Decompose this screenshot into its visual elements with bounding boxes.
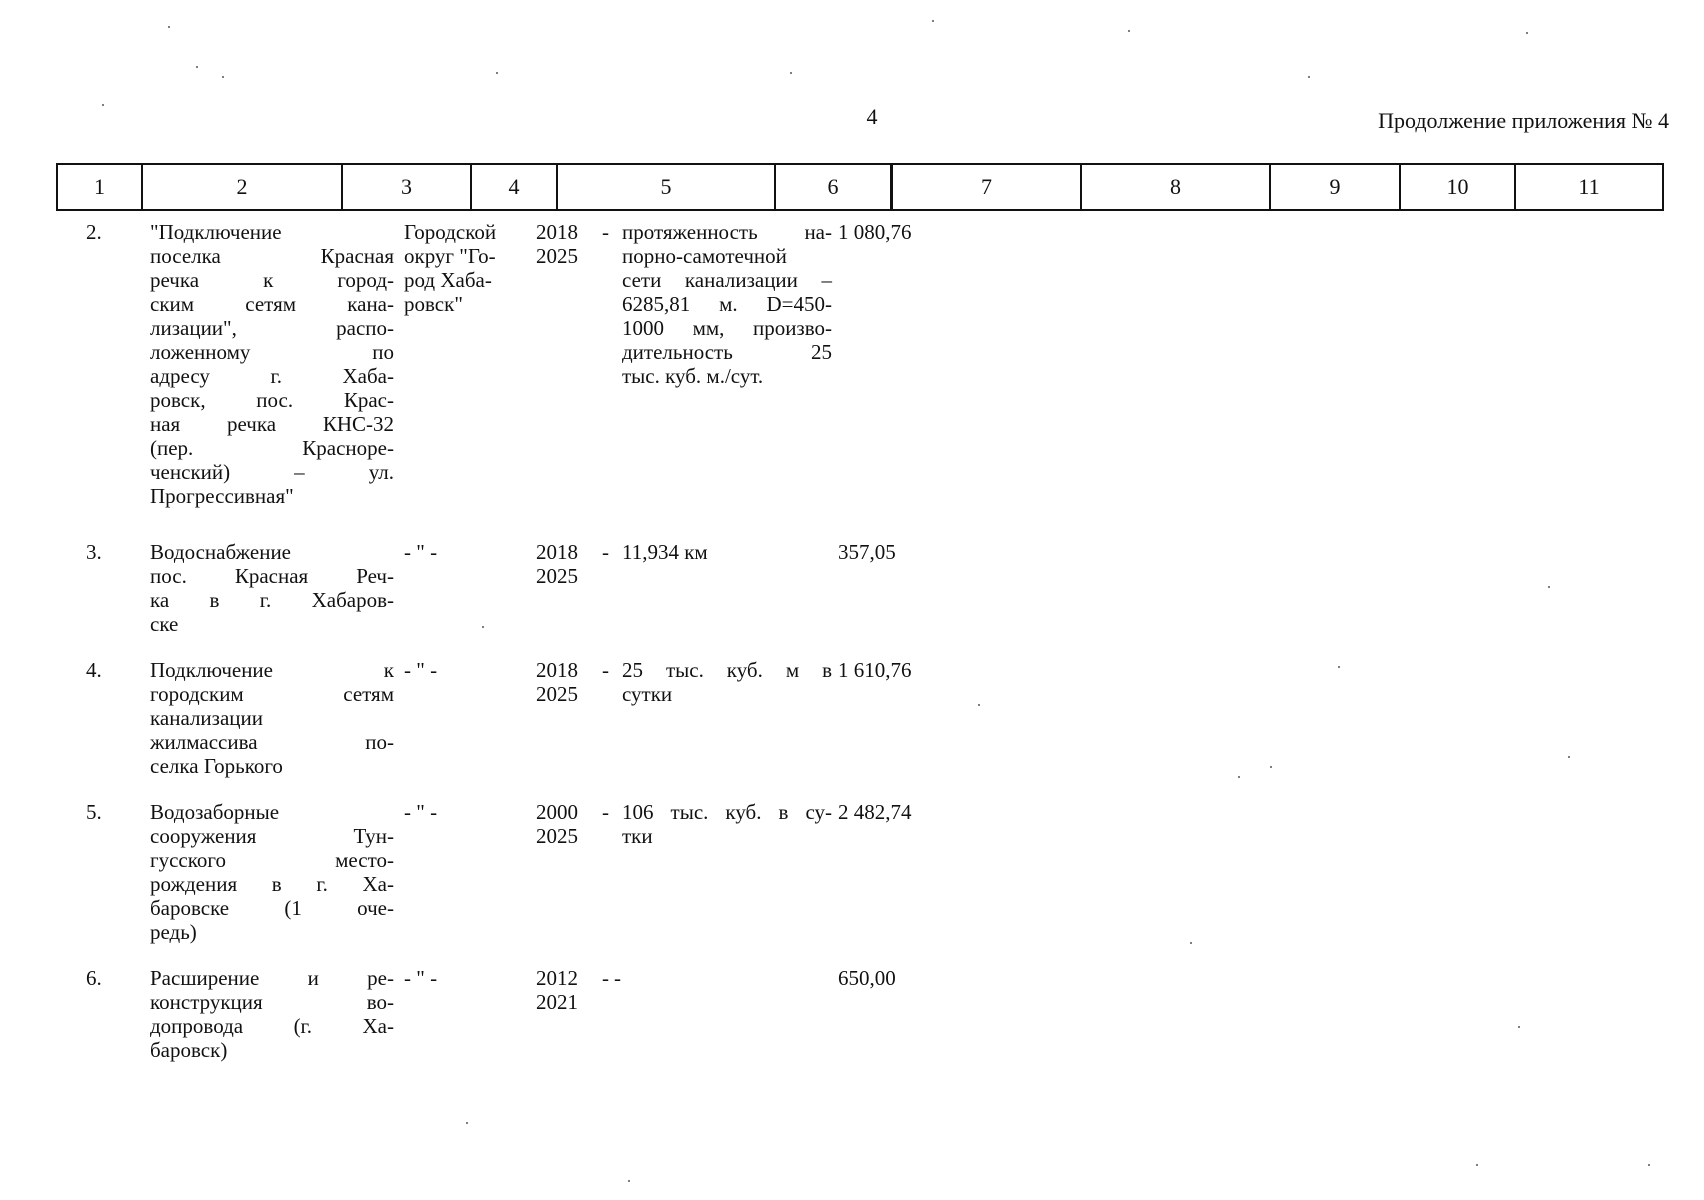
object-name-line: редь) — [150, 920, 197, 944]
scan-speck — [1308, 76, 1310, 78]
location-line: род Хаба- — [404, 268, 492, 292]
page-number: 4 — [866, 104, 878, 129]
year-start: 2018 — [536, 220, 578, 244]
location: - " - — [404, 966, 438, 990]
capacity: 11,934 км — [622, 540, 708, 564]
object-name-line: ка в г. Хабаров- — [150, 588, 394, 612]
object-name — [150, 800, 394, 944]
scan-speck — [1568, 756, 1570, 758]
object-name-line: Подключение к — [150, 658, 394, 682]
year-start: 2000 — [536, 800, 578, 824]
object-name-line: ским сетям кана- — [150, 292, 394, 316]
scan-speck — [102, 104, 104, 106]
years-dash: - — [602, 658, 609, 682]
location-line: округ "Го- — [404, 244, 496, 268]
object-name-line: конструкция во- — [150, 990, 394, 1014]
scan-speck — [932, 20, 934, 22]
year-end: 2025 — [536, 244, 578, 268]
years — [536, 540, 596, 588]
object-name-line: гусского место- — [150, 848, 394, 872]
header-col-6: 6 — [775, 164, 892, 210]
object-name-line: ровск, пос. Крас- — [150, 388, 394, 412]
year-end: 2025 — [536, 682, 578, 706]
scan-speck — [1270, 766, 1272, 768]
cost: 357,05 — [838, 540, 896, 564]
row-number: 6. — [86, 966, 102, 990]
capacity — [622, 658, 832, 706]
object-name — [150, 220, 394, 508]
object-name-line: поселка Красная — [150, 244, 394, 268]
object-name-line: баровске (1 оче- — [150, 896, 394, 920]
years — [536, 966, 596, 1014]
years-dash: - — [602, 966, 609, 990]
scan-speck — [168, 26, 170, 28]
header-col-3: 3 — [342, 164, 471, 210]
object-name-line: Водозаборные — [150, 800, 280, 824]
object-name-line: селка Горького — [150, 754, 283, 778]
object-name-line: рождения в г. Ха- — [150, 872, 394, 896]
object-name-line: адресу г. Хаба- — [150, 364, 394, 388]
object-name-line: ложенному по — [150, 340, 394, 364]
location — [404, 220, 522, 316]
capacity-line: 25 тыс. куб. м в — [622, 658, 832, 682]
location: - " - — [404, 800, 438, 824]
object-name-line: (пер. Красноре- — [150, 436, 394, 460]
object-name-line: Прогрессивная" — [150, 484, 294, 508]
scan-speck — [1476, 1164, 1478, 1166]
row-number: 5. — [86, 800, 102, 824]
row-number: 3. — [86, 540, 102, 564]
scan-speck — [1648, 1164, 1650, 1166]
object-name-line: ске — [150, 612, 179, 636]
scan-speck — [978, 704, 980, 706]
scan-speck — [1190, 942, 1192, 944]
location: - " - — [404, 658, 438, 682]
object-name-line: сооружения Тун- — [150, 824, 394, 848]
header-row — [57, 164, 1663, 210]
cost: 1 080,76 — [838, 220, 912, 244]
year-start: 2018 — [536, 540, 578, 564]
scan-speck — [628, 1180, 630, 1182]
object-name — [150, 658, 394, 778]
capacity-line: сутки — [622, 682, 673, 706]
row-number: 2. — [86, 220, 102, 244]
scan-speck — [222, 76, 224, 78]
object-name-line: лизации", распо- — [150, 316, 394, 340]
object-name — [150, 540, 394, 636]
location-line: Городской — [404, 220, 497, 244]
location: - " - — [404, 540, 438, 564]
capacity — [622, 220, 832, 388]
object-name — [150, 966, 394, 1062]
object-name-line: жилмассива по- — [150, 730, 394, 754]
object-name-line: речка к город- — [150, 268, 394, 292]
year-end: 2025 — [536, 824, 578, 848]
object-name-line: Расширение и ре- — [150, 966, 394, 990]
cost: 650,00 — [838, 966, 896, 990]
year-end: 2025 — [536, 564, 578, 588]
years — [536, 800, 596, 848]
scan-speck — [482, 626, 484, 628]
object-name-line: баровск) — [150, 1038, 228, 1062]
year-start: 2018 — [536, 658, 578, 682]
capacity-line: тки — [622, 824, 653, 848]
cost: 1 610,76 — [838, 658, 912, 682]
years-dash: - — [602, 800, 609, 824]
location-line: ровск" — [404, 292, 463, 316]
capacity-line: порно-самотечной — [622, 244, 787, 268]
object-name-line: канализации — [150, 706, 263, 730]
object-name-line: ная речка КНС-32 — [150, 412, 394, 436]
object-name-line: пос. Красная Реч- — [150, 564, 394, 588]
column-number-header — [56, 163, 1664, 211]
scan-speck — [1238, 776, 1240, 778]
continuation-label: Продолжение приложения № 4 — [1378, 108, 1669, 133]
row-number: 4. — [86, 658, 102, 682]
capacity: - — [614, 966, 621, 990]
years — [536, 220, 596, 268]
capacity-line: 1000 мм, произво- — [622, 316, 832, 340]
year-end: 2021 — [536, 990, 578, 1014]
years-dash: - — [602, 220, 609, 244]
capacity-line: сети канализации – — [622, 268, 832, 292]
object-name-line: "Подключение — [150, 220, 282, 244]
object-name-line: городским сетям — [150, 682, 394, 706]
years-dash: - — [602, 540, 609, 564]
scan-speck — [1548, 586, 1550, 588]
scan-speck — [790, 72, 792, 74]
scan-speck — [1338, 666, 1340, 668]
header-col-7: 7 — [892, 164, 1082, 210]
header-col-9: 9 — [1270, 164, 1400, 210]
header-col-1: 1 — [57, 164, 142, 210]
capacity — [622, 800, 832, 848]
years — [536, 658, 596, 706]
object-name-line: допровода (г. Ха- — [150, 1014, 394, 1038]
scan-speck — [466, 1122, 468, 1124]
cost: 2 482,74 — [838, 800, 912, 824]
object-name-line: Водоснабжение — [150, 540, 292, 564]
capacity-line: протяженность на- — [622, 220, 832, 244]
capacity-line: дительность 25 — [622, 340, 832, 364]
header-col-4: 4 — [471, 164, 557, 210]
scan-speck — [1526, 32, 1528, 34]
scan-speck — [1128, 30, 1130, 32]
header-col-8: 8 — [1081, 164, 1270, 210]
year-start: 2012 — [536, 966, 578, 990]
capacity-line: тыс. куб. м./сут. — [622, 364, 764, 388]
scan-speck — [196, 66, 198, 68]
scan-speck — [1518, 1026, 1520, 1028]
capacity-line: 106 тыс. куб. в су- — [622, 800, 832, 824]
header-col-5: 5 — [557, 164, 775, 210]
header-col-2: 2 — [142, 164, 342, 210]
object-name-line: ченский) – ул. — [150, 460, 394, 484]
header-col-11: 11 — [1515, 164, 1663, 210]
scan-speck — [496, 72, 498, 74]
capacity-line: 6285,81 м. D=450- — [622, 292, 832, 316]
header-col-10: 10 — [1400, 164, 1515, 210]
